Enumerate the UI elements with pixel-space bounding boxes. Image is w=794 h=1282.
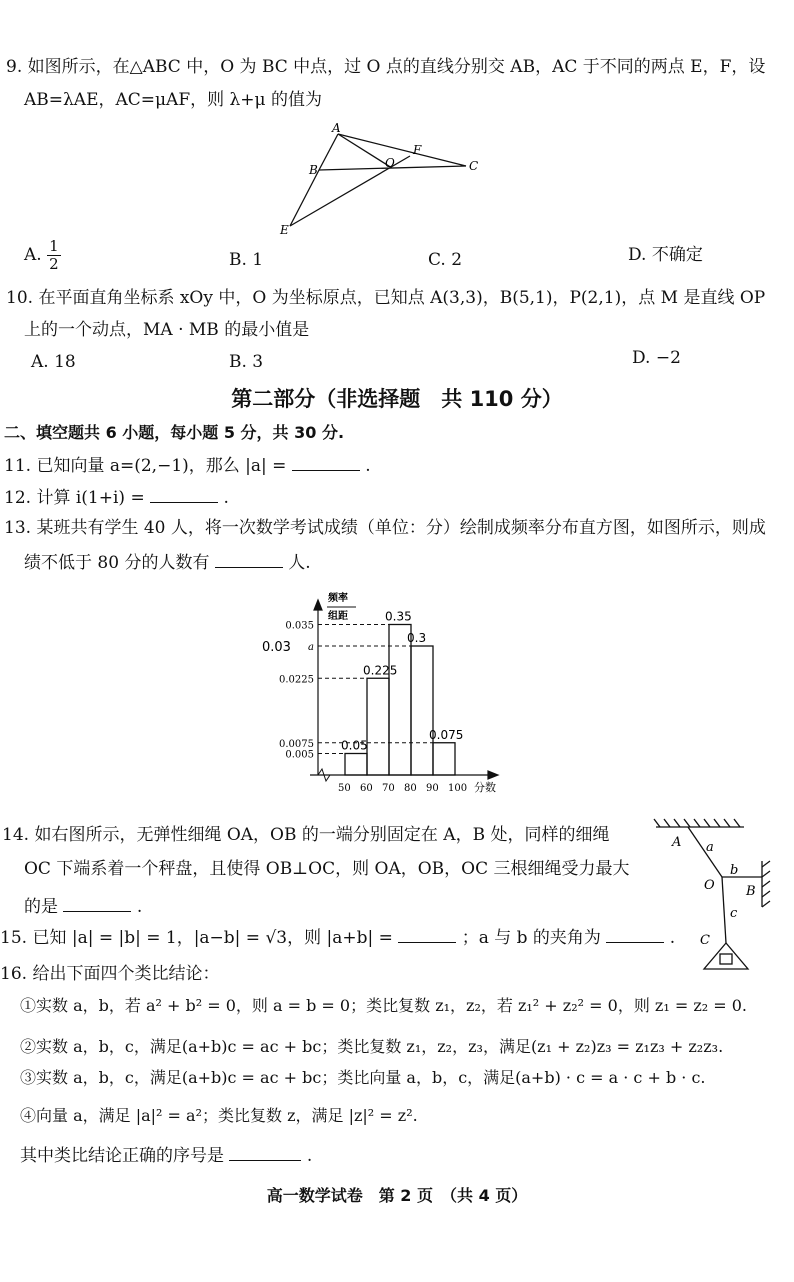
q14-answer-blank[interactable] bbox=[63, 893, 131, 912]
q16-item1: ①实数 a，b，若 a² + b² = 0，则 a = b = 0；类比复数 z₁，z₂，若 z₁² + z₂² = 0，则 z₁ = z₂ = 0. bbox=[20, 996, 748, 1015]
y-axis-label-top: 频率 bbox=[328, 593, 348, 604]
q13-line2-text: 绩不低于 80 分的人数有 bbox=[24, 553, 210, 573]
q9-option-a-fraction bbox=[47, 238, 61, 273]
q14-line3 bbox=[24, 893, 142, 919]
label-O: O bbox=[385, 156, 395, 170]
q14-rope-figure bbox=[648, 815, 788, 975]
q15 bbox=[0, 924, 675, 950]
frequency-histogram bbox=[248, 588, 508, 798]
q10-option-b: B. 3 bbox=[229, 352, 264, 372]
q15-answer-blank-1[interactable] bbox=[398, 924, 456, 943]
q13-answer-blank[interactable] bbox=[215, 549, 283, 568]
q15-text1: 15. 已知 |a| = |b| = 1，|a−b| = √3，则 |a+b| = bbox=[0, 928, 393, 948]
label-A: A bbox=[332, 121, 341, 135]
label-a: a bbox=[706, 840, 714, 855]
x-tick-label: 80 bbox=[404, 783, 417, 794]
y-tick-label: a bbox=[308, 642, 314, 653]
x-tick-label: 50 bbox=[338, 783, 351, 794]
q10-option-a: A. 18 bbox=[31, 352, 76, 372]
q16-last bbox=[20, 1142, 312, 1168]
q12-text: 12. 计算 i(1+i) = bbox=[4, 488, 145, 508]
label-E: E bbox=[280, 223, 289, 237]
section-2-title: 第二部分（非选择题 共 110 分） bbox=[231, 387, 563, 411]
histogram-bar bbox=[345, 754, 367, 776]
label-C: C bbox=[700, 933, 710, 948]
q14-line3-text: 的是 bbox=[24, 897, 58, 917]
q9-option-c: C. 2 bbox=[428, 250, 463, 270]
label-F: F bbox=[413, 143, 422, 157]
q14-line1: 14. 如右图所示，无弹性细绳 OA，OB 的一端分别固定在 A，B 处，同样的细绳 bbox=[2, 825, 610, 845]
q15-text2: ；a 与 b 的夹角为 bbox=[461, 928, 601, 948]
q14-line2: OC 下端系着一个秤盘，且使得 OB⊥OC，则 OA，OB，OC 三根细绳受力最大 bbox=[24, 859, 630, 879]
q9-triangle-figure bbox=[276, 120, 496, 240]
q9-option-a bbox=[24, 238, 61, 273]
q10-line2: 上的一个动点，MA · MB 的最小值是 bbox=[24, 320, 310, 340]
histogram-bar bbox=[411, 646, 433, 775]
x-tick-label: 100 bbox=[448, 783, 468, 794]
bar-handwritten-label: 0.3 bbox=[407, 631, 427, 645]
q16-end: . bbox=[306, 1146, 313, 1166]
q9-line2: AB=λAE，AC=μAF，则 λ+μ 的值为 bbox=[24, 90, 322, 110]
label-B: B bbox=[309, 163, 318, 177]
bar-handwritten-label: 0.075 bbox=[429, 727, 464, 742]
q11-text: 11. 已知向量 a=(2,−1)，那么 |a| = bbox=[4, 456, 287, 476]
histogram-bar bbox=[389, 625, 411, 776]
q11-end: . bbox=[365, 456, 371, 476]
a-handwritten-label: 0.03 bbox=[262, 640, 291, 655]
y-axis-label-bottom: 组距 bbox=[328, 611, 348, 622]
q9-option-d: D. 不确定 bbox=[628, 245, 703, 265]
q16-last-text: 其中类比结论正确的序号是 bbox=[20, 1146, 224, 1166]
q16-line1: 16. 给出下面四个类比结论： bbox=[0, 964, 220, 984]
label-b: b bbox=[730, 863, 739, 878]
y-tick-label: 0.035 bbox=[285, 620, 314, 632]
label-B: B bbox=[746, 884, 756, 899]
y-tick-label: 0.005 bbox=[285, 749, 314, 761]
q13-line2 bbox=[24, 549, 311, 575]
label-C: C bbox=[469, 159, 479, 173]
q9-option-a-prefix: A. bbox=[24, 245, 42, 265]
x-axis-label: 分数 bbox=[474, 781, 496, 794]
fraction-denominator: 2 bbox=[49, 255, 59, 273]
fraction-numerator: 1 bbox=[49, 237, 59, 255]
q9-line1: 9. 如图所示，在△ABC 中，O 为 BC 中点，过 O 点的直线分别交 AB，AC 于不同的两点 E，F，设 bbox=[6, 57, 766, 77]
histogram-bar bbox=[367, 678, 389, 775]
q15-end: . bbox=[669, 928, 676, 948]
q12-answer-blank[interactable] bbox=[150, 484, 218, 503]
q10-option-d: D. −2 bbox=[632, 348, 681, 368]
bar-handwritten-label: 0.225 bbox=[363, 663, 398, 678]
q13-line1: 13. 某班共有学生 40 人，将一次数学考试成绩（单位：分）绘制成频率分布直方图，如图所示，则成 bbox=[4, 518, 766, 538]
x-tick-label: 70 bbox=[382, 783, 395, 794]
q14-end: . bbox=[136, 897, 143, 917]
label-A: A bbox=[672, 835, 682, 850]
label-c: c bbox=[730, 906, 738, 921]
q16-item2: ②实数 a，b，c，满足(a+b)c = ac + bc；类比复数 z₁，z₂，z₃，满足(z₁ + z₂)z₃ = z₁z₃ + z₂z₃. bbox=[20, 1037, 724, 1056]
q12 bbox=[4, 484, 229, 510]
q11-answer-blank[interactable] bbox=[292, 452, 360, 471]
q12-end: . bbox=[223, 488, 229, 508]
q13-end: 人. bbox=[288, 553, 311, 573]
histogram-bar bbox=[433, 743, 455, 775]
q15-answer-blank-2[interactable] bbox=[606, 924, 664, 943]
q16-answer-blank[interactable] bbox=[229, 1142, 301, 1161]
q16-item4: ④向量 a，满足 |a|² = a²；类比复数 z，满足 |z|² = z². bbox=[20, 1106, 418, 1125]
y-tick-label: 0.0075 bbox=[279, 738, 314, 750]
x-tick-label: 60 bbox=[360, 783, 373, 794]
q16-item3: ③实数 a，b，c，满足(a+b)c = ac + bc；类比向量 a，b，c，满足(a+b) · c = a · c + b · c. bbox=[20, 1068, 706, 1087]
x-tick-label: 90 bbox=[426, 783, 439, 794]
label-O: O bbox=[704, 878, 715, 893]
q9-option-b: B. 1 bbox=[229, 250, 264, 270]
part2-heading: 二、填空题共 6 小题，每小题 5 分，共 30 分. bbox=[4, 423, 345, 442]
bar-handwritten-label: 0.05 bbox=[341, 738, 368, 753]
bar-handwritten-label: 0.35 bbox=[385, 609, 412, 624]
q11 bbox=[4, 452, 371, 478]
y-tick-label: 0.0225 bbox=[279, 674, 314, 686]
page-footer: 高一数学试卷 第 2 页 （共 4 页） bbox=[266, 1186, 528, 1205]
q10-line1: 10. 在平面直角坐标系 xOy 中，O 为坐标原点，已知点 A(3,3)，B(5,1)，P(2,1)，点 M 是直线 OP bbox=[6, 288, 766, 308]
